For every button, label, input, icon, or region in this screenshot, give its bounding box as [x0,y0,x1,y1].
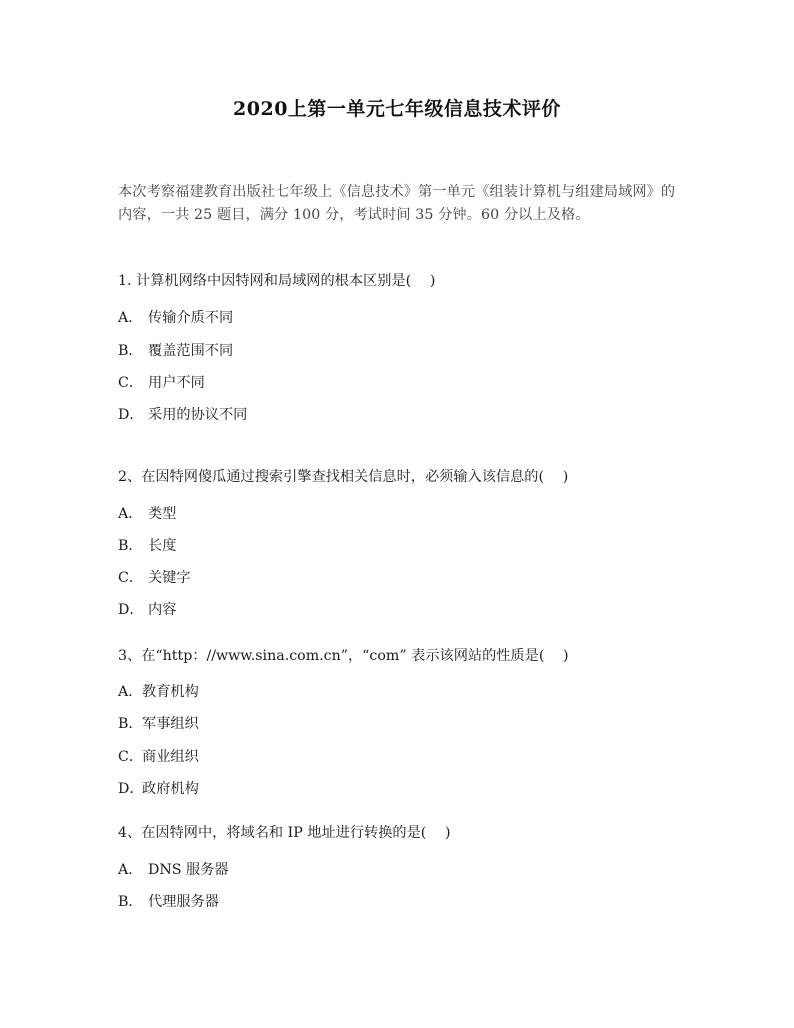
question-4: 4、在因特网中，将域名和 IP 地址进行转换的是( ) [118,825,451,841]
question-2: 2、在因特网傻瓜通过搜索引擎查找相关信息时，必须输入该信息的( ) [118,469,569,485]
option-letter: D． [118,407,144,423]
option-text: 类型 [148,506,177,522]
option-letter: C． [118,375,144,391]
question-1: 1. 计算机网络中因特网和局域网的根本区别是( ) [118,273,436,289]
option-text: 关键字 [148,570,191,586]
q1-option-c [118,372,205,392]
q3-option-c [118,746,199,766]
option-text: DNS 服务器 [148,862,229,878]
q4-option-b [118,891,219,911]
q2-option-b [118,535,176,555]
option-text: 代理服务器 [148,894,219,910]
q2-option-a [118,503,176,523]
option-text: 教育机构 [142,684,199,700]
question-3: 3、在“http：//www.sina.com.cn”，“com” 表示该网站的性质是( ) [118,648,569,664]
option-letter: A． [118,862,143,878]
option-letter: B． [118,538,143,554]
option-letter: A． [118,506,143,522]
q2-option-d [118,599,176,619]
option-letter: B． [118,716,143,732]
option-text: 政府机构 [142,781,199,797]
q2-option-c [118,567,191,587]
option-letter: B． [118,894,143,910]
option-letter: C． [118,570,144,586]
document-title: 2020上第一单元七年级信息技术评价 [233,98,561,120]
q1-option-b [118,340,233,360]
option-letter: A． [118,310,143,326]
intro-paragraph: 本次考察福建教育出版社七年级上《信息技术》第一单元《组装计算机与组建局域网》的内容，一共 25 题目，满分 100 分，考试时间 35 分钟。60 分以上及格。 [118,184,676,223]
option-text: 覆盖范围不同 [148,343,234,359]
option-text: 传输介质不同 [148,310,234,326]
option-text: 长度 [148,538,177,554]
q3-option-d [118,778,199,798]
option-text: 商业组织 [142,749,199,765]
q3-option-b [118,713,199,733]
option-text: 军事组织 [142,716,199,732]
option-letter: B． [118,343,143,359]
option-letter: C． [118,749,144,765]
option-text: 内容 [148,602,177,618]
q1-option-a [118,307,233,327]
option-text: 用户不同 [148,375,205,391]
q3-option-a [118,681,199,701]
option-letter: A． [118,684,143,700]
q1-option-d [118,404,247,424]
q4-option-a [118,859,229,879]
option-letter: D． [118,602,144,618]
option-letter: D． [118,781,144,797]
option-text: 采用的协议不同 [148,407,248,423]
